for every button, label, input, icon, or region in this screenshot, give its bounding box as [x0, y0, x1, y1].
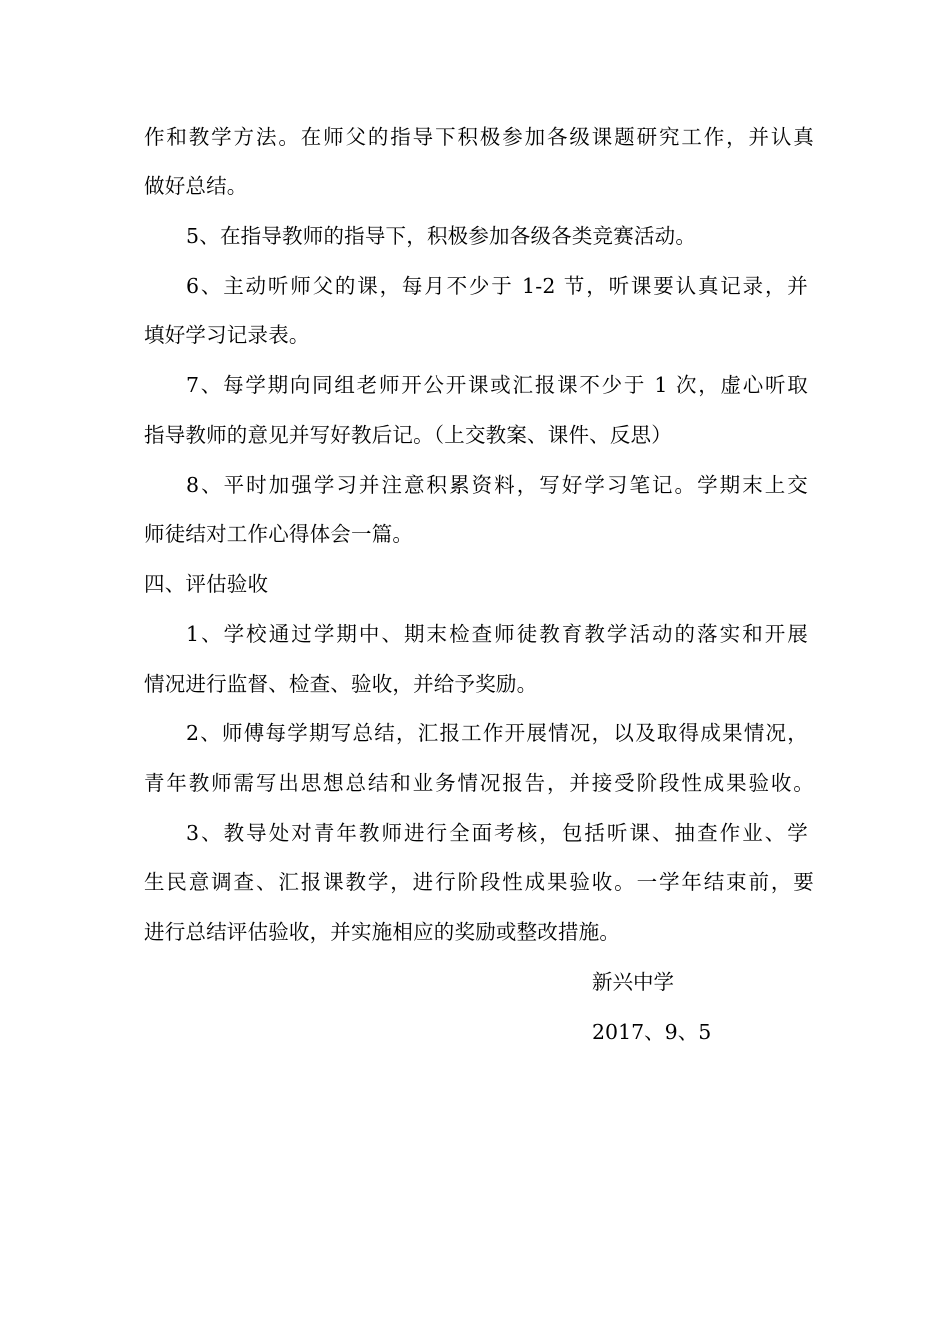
list-item-2: 2、师傅每学期写总结，汇报工作开展情况，以及取得成果情况， — [186, 721, 808, 745]
signature-organization: 新兴中学 — [592, 970, 674, 994]
paragraph-line: 作和教学方法。在师父的指导下积极参加各级课题研究工作，并认真 — [144, 125, 814, 149]
paragraph-line: 生民意调查、汇报课教学，进行阶段性成果验收。一学年结束前，要 — [144, 870, 814, 894]
list-item-8: 8、平时加强学习并注意积累资料，写好学习笔记。学期末上交 — [186, 473, 808, 497]
paragraph-line: 指导教师的意见并写好教后记。（上交教案、课件、反思） — [144, 423, 672, 447]
paragraph-line: 填好学习记录表。 — [144, 323, 310, 347]
paragraph-line: 情况进行监督、检查、验收，并给予奖励。 — [144, 672, 538, 696]
list-item-6: 6、主动听师父的课，每月不少于 1-2 节，听课要认真记录，并 — [186, 274, 808, 298]
section-heading: 四、评估验收 — [144, 572, 269, 596]
paragraph-line: 师徒结对工作心得体会一篇。 — [144, 522, 414, 546]
list-item-1: 1、学校通过学期中、期末检查师徒教育教学活动的落实和开展 — [186, 622, 808, 646]
paragraph-line: 进行总结评估验收，并实施相应的奖励或整改措施。 — [144, 920, 621, 944]
list-item-5: 5、在指导教师的指导下，积极参加各级各类竞赛活动。 — [186, 224, 697, 248]
signature-date: 2017、9、5 — [592, 1020, 712, 1044]
paragraph-line: 青年教师需写出思想总结和业务情况报告，并接受阶段性成果验收。 — [144, 771, 814, 795]
list-item-3: 3、教导处对青年教师进行全面考核，包括听课、抽查作业、学 — [186, 821, 808, 845]
list-item-7: 7、每学期向同组老师开公开课或汇报课不少于 1 次，虚心听取 — [186, 373, 808, 397]
paragraph-line: 做好总结。 — [144, 174, 248, 198]
